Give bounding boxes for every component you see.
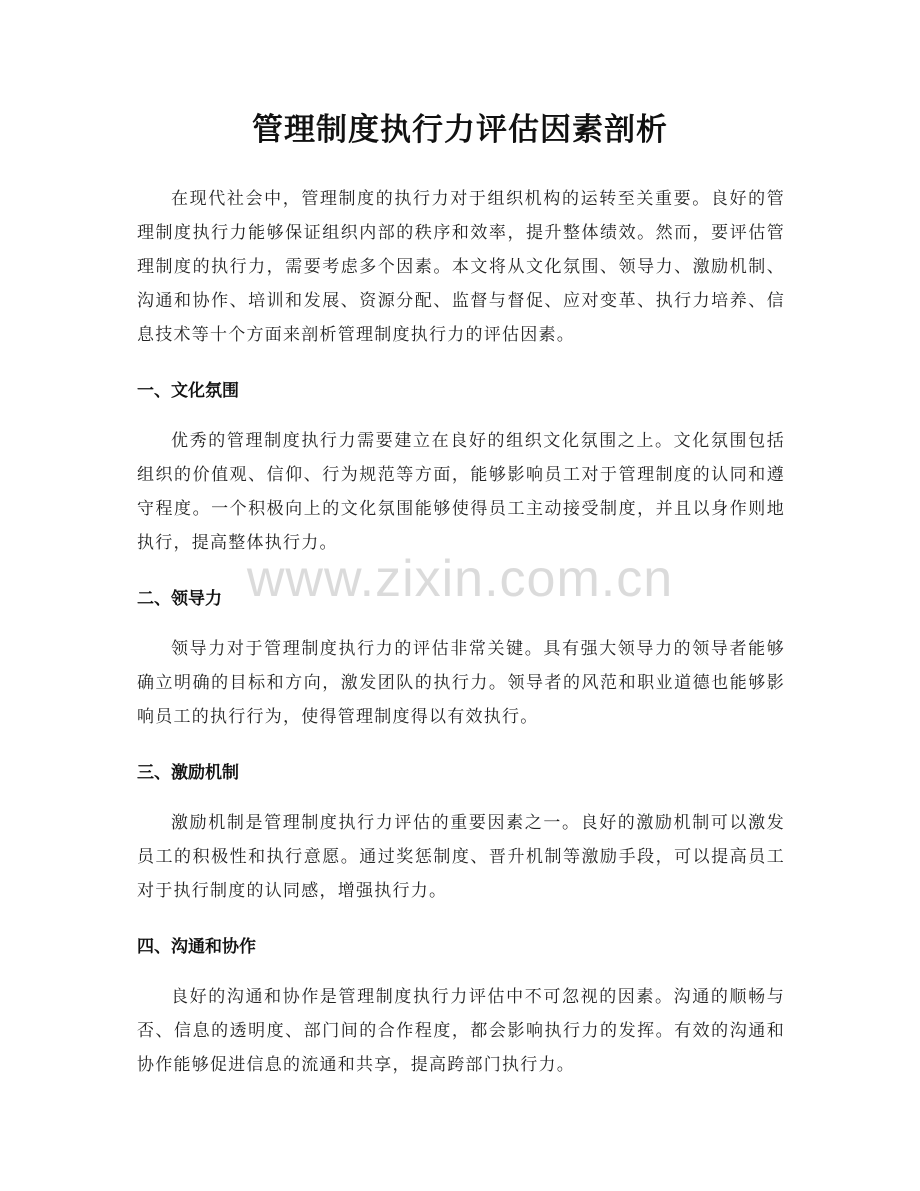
watermark-text: www.zixin.com.cn <box>246 550 674 608</box>
section-heading-culture: 一、文化氛围 <box>137 381 239 401</box>
document-body <box>137 182 785 1104</box>
intro-paragraph: 在现代社会中，管理制度的执行力对于组织机构的运转至关重要。良好的管理制度执行力能够保证组织内部的秩序和效率，提升整体绩效。然而，要评估管理制度的执行力，需要考虑多个因素。本文将从文化氛围、领导力、激励机制、沟通和协作、培训和发展、资源分配、监督与督促、应对变革、执行力培养、信息技术等十个方面来剖析管理制度执行力的评估因素。 <box>137 189 785 345</box>
section-heading-leadership: 二、领导力 <box>137 589 222 609</box>
section-heading-incentive: 三、激励机制 <box>137 763 239 783</box>
section-body-leadership: 领导力对于管理制度执行力的评估非常关键。具有强大领导力的领导者能够确立明确的目标和方向，激发团队的执行力。领导者的风范和职业道德也能够影响员工的执行行为，使得管理制度得以有效执行。 <box>137 639 785 727</box>
section-body-communication: 良好的沟通和协作是管理制度执行力评估中不可忽视的因素。沟通的顺畅与否、信息的透明度、部门间的合作程度，都会影响执行力的发挥。有效的沟通和协作能够促进信息的流通和共享，提高跨部门执行力。 <box>137 987 785 1075</box>
document-title: 管理制度执行力评估因素剖析 <box>252 112 668 148</box>
section-heading-communication: 四、沟通和协作 <box>137 937 256 957</box>
section-body-incentive: 激励机制是管理制度执行力评估的重要因素之一。良好的激励机制可以激发员工的积极性和执行意愿。通过奖惩制度、晋升机制等激励手段，可以提高员工对于执行制度的认同感，增强执行力。 <box>137 813 785 901</box>
section-body-culture: 优秀的管理制度执行力需要建立在良好的组织文化氛围之上。文化氛围包括组织的价值观、信仰、行为规范等方面，能够影响员工对于管理制度的认同和遵守程度。一个积极向上的文化氛围能够使得员工主动接受制度，并且以身作则地执行，提高整体执行力。 <box>137 431 785 553</box>
